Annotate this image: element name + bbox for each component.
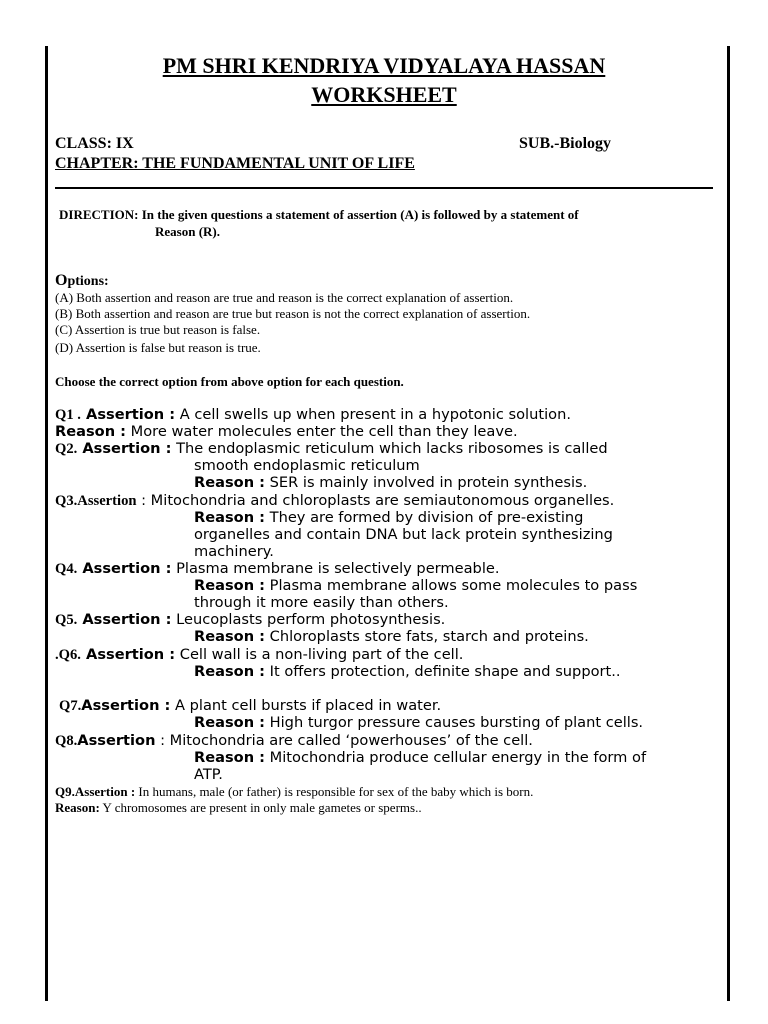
question-9-reason: Reason: Y chromosomes are present in only male gametes or sperms.. [55, 800, 422, 815]
instruction-text: Choose the correct option from above option for each question. [55, 374, 404, 389]
question-5-reason: Reason : Chloroplasts store fats, starch and proteins. [194, 628, 589, 645]
option-c: (C) Assertion is true but reason is false. [55, 322, 261, 337]
question-3-reason-cont-2: machinery. [194, 543, 274, 560]
question-3-reason-cont-1: organelles and contain DNA but lack protein synthesizing [194, 526, 613, 543]
direction-line-1: DIRECTION: In the given questions a statement of assertion (A) is followed by a statement of [59, 207, 579, 222]
title-line-1: PM SHRI KENDRIYA VIDYALAYA HASSAN [162, 53, 606, 78]
question-8-reason-cont: ATP. [194, 766, 223, 783]
title-line-2: WORKSHEET [311, 82, 457, 107]
direction-text [59, 206, 709, 240]
question-7: Q7.Assertion : A plant cell bursts if placed in water. [59, 697, 442, 714]
direction-line-2: Reason (R). [155, 224, 220, 239]
option-d: (D) Assertion is false but reason is true. [55, 340, 261, 355]
question-5: Q5. Assertion : Leucoplasts perform photosynthesis. [55, 611, 446, 628]
question-2: Q2. Assertion : The endoplasmic reticulum which lacks ribosomes is called [55, 440, 608, 457]
question-6-reason: Reason : It offers protection, definite shape and support.. [194, 663, 621, 680]
question-1: Q1 . Assertion : A cell swells up when present in a hypotonic solution. [55, 406, 571, 423]
question-2-assertion-cont: smooth endoplasmic reticulum [194, 457, 420, 474]
question-6: .Q6. Assertion : Cell wall is a non-living part of the cell. [55, 646, 464, 663]
question-4-reason-cont: through it more easily than others. [194, 594, 449, 611]
question-4-reason: Reason : Plasma membrane allows some molecules to pass [194, 577, 638, 594]
question-3-reason: Reason : They are formed by division of pre-existing [194, 509, 584, 526]
question-2-reason: Reason : SER is mainly involved in protein synthesis. [194, 474, 588, 491]
question-8-reason: Reason : Mitochondria produce cellular energy in the form of [194, 749, 647, 766]
right-border-line [727, 46, 730, 1001]
question-7-reason: Reason : High turgor pressure causes bursting of plant cells. [194, 714, 644, 731]
option-b: (B) Both assertion and reason are true but reason is not the correct explanation of assertion. [55, 306, 531, 321]
question-9: Q9.Assertion : In humans, male (or father) is responsible for sex of the baby which is born. [55, 784, 534, 799]
question-4: Q4. Assertion : Plasma membrane is selectively permeable. [55, 560, 500, 577]
class-label: CLASS: IX [55, 135, 134, 152]
option-a: (A) Both assertion and reason are true and reason is the correct explanation of assertion. [55, 290, 514, 305]
subject-label: SUB.-Biology [519, 135, 612, 152]
options-heading: Options: [55, 272, 109, 289]
header-divider [55, 187, 713, 189]
question-1-reason: Reason : More water molecules enter the cell than they leave. [55, 423, 518, 440]
chapter-label: CHAPTER: THE FUNDAMENTAL UNIT OF LIFE [55, 155, 415, 172]
question-8: Q8.Assertion : Mitochondria are called ‘powerhouses’ of the cell. [55, 732, 533, 749]
left-border-line [45, 46, 48, 1001]
document-title [0, 51, 768, 109]
question-3: Q3.Assertion : Mitochondria and chloroplasts are semiautonomous organelles. [55, 492, 615, 509]
